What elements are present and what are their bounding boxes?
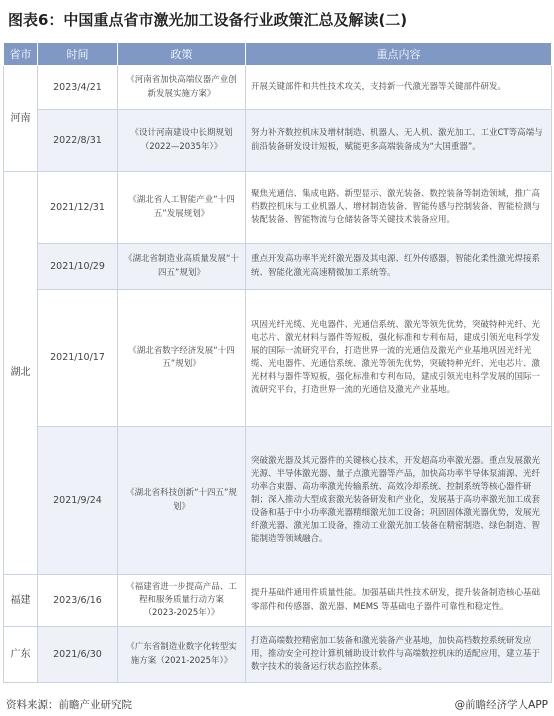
policy-cell: 《湖北省科技创新“十四五”规划》 [118, 427, 246, 575]
policy-table [3, 42, 552, 683]
table-row [4, 575, 552, 627]
content-cell: 巩固光纤光缆、光电器件、光通信系统、激光等领先优势，突破特种光纤、光电芯片、激光材料与器件等短板，强化标准和专利布局，建成引领光电科学发展的国际一流研究平台，打造世界一流的光通信及激光产业基地巩固光纤光缆、光电器件、光通信系统、激光等领先优势，突破特种光纤、光电芯片、激光材料与器件等短板，强化标准和专利布局，建成引领光电科学发展的国际一流研究平台，打造世界一流的光通信及激光产业基地。 [246, 290, 552, 427]
table-row [4, 172, 552, 244]
header-date: 时间 [38, 43, 118, 66]
date-cell: 2021/10/29 [38, 244, 118, 290]
table-row [4, 627, 552, 683]
content-cell: 突破激光器及其元器件的关键核心技术，开发超高功率激光器。重点发展激光光源、半导体激光器、量子点激光器等产品，加快高功率半导体泵浦源、光纤功率合束器、高功率激光传输系统、高效冷却系统、控制系统等核心器件研制；深入推动大型成套激光装备研发和产业化，发展基于高功率激光加工成套设备和基于中小功率激光器精细激光加工设备；巩固固体激光器优势，发展光纤激光器、激光加工设备，推动工业激光加工装备在精密制造、绿色制造、智能制造等领域融合。 [246, 427, 552, 575]
source-note: 资料来源：前瞻产业研究院 [6, 699, 132, 711]
table-row [4, 110, 552, 172]
date-cell: 2021/12/31 [38, 172, 118, 244]
brand-credit: @前瞻经济学人APP [454, 699, 548, 711]
province-cell: 广东 [4, 627, 38, 683]
content-cell: 开展关键部件和共性技术攻关，支持新一代激光器等关键部件研发。 [246, 66, 552, 110]
province-cell: 湖北 [4, 172, 38, 575]
content-cell: 提升基础件通用件质量性能。加强基础共性技术研发，提升装备制造核心基础零部件和传感器、激光器、MEMS 等基础电子器件可靠性和稳定性。 [246, 575, 552, 627]
date-cell: 2021/9/24 [38, 427, 118, 575]
policy-cell: 《广东省制造业数字化转型实施方案（2021-2025年）》 [118, 627, 246, 683]
policy-cell: 《设计河南建设中长期规划（2022—2035年）》 [118, 110, 246, 172]
province-cell: 福建 [4, 575, 38, 627]
date-cell: 2021/10/17 [38, 290, 118, 427]
date-cell: 2021/6/30 [38, 627, 118, 683]
page-title: 图表6：中国重点省市激光加工设备行业政策汇总及解读(二) [8, 11, 408, 29]
date-cell: 2023/6/16 [38, 575, 118, 627]
policy-cell: 《湖北省人工智能产业“十四五”发展规划》 [118, 172, 246, 244]
content-cell: 重点开发高功率半光纤激光器及其电源、红外传感器，智能化柔性激光焊接系统、智能化激光高速精微加工系统等。 [246, 244, 552, 290]
policy-cell: 《湖北省制造业高质量发展“十四五”规划》 [118, 244, 246, 290]
policy-cell: 《湖北省数字经济发展“十四五”规划》 [118, 290, 246, 427]
content-cell: 努力补齐数控机床及增材制造、机器人、无人机、激光加工、工业CT等高端与前沿装备研发设计短板，赋能更多高端装备成为“大国重器”。 [246, 110, 552, 172]
date-cell: 2022/8/31 [38, 110, 118, 172]
policy-cell: 《福建省进一步提高产品、工程和服务质量行动方案（2023-2025年）》 [118, 575, 246, 627]
table-row [4, 244, 552, 290]
table-row [4, 290, 552, 427]
header-policy: 政策 [118, 43, 246, 66]
table-row [4, 427, 552, 575]
header-key-content: 重点内容 [246, 43, 552, 66]
policy-cell: 《河南省加快高端仪器产业创新发展实施方案》 [118, 66, 246, 110]
table-header-row [4, 43, 552, 66]
content-cell: 打造高端数控精密加工装备和激光装备产业基地，加快高档数控系统研发应用，推动安全可控计算机辅助设计软件与高端数控机床的适配应用，建立基于数字技术的装备运行状态监控体系。 [246, 627, 552, 683]
content-cell: 聚焦光通信、集成电路、新型显示、激光装备、数控装备等制造领域，推广高档数控机床与工业机器人、增材制造装备、智能传感与控制装备、智能检测与装配装备、智能物流与仓储装备等关键技术装备应用。 [246, 172, 552, 244]
header-province: 省市 [4, 43, 38, 66]
date-cell: 2023/4/21 [38, 66, 118, 110]
province-cell: 河南 [4, 66, 38, 172]
table-row [4, 66, 552, 110]
